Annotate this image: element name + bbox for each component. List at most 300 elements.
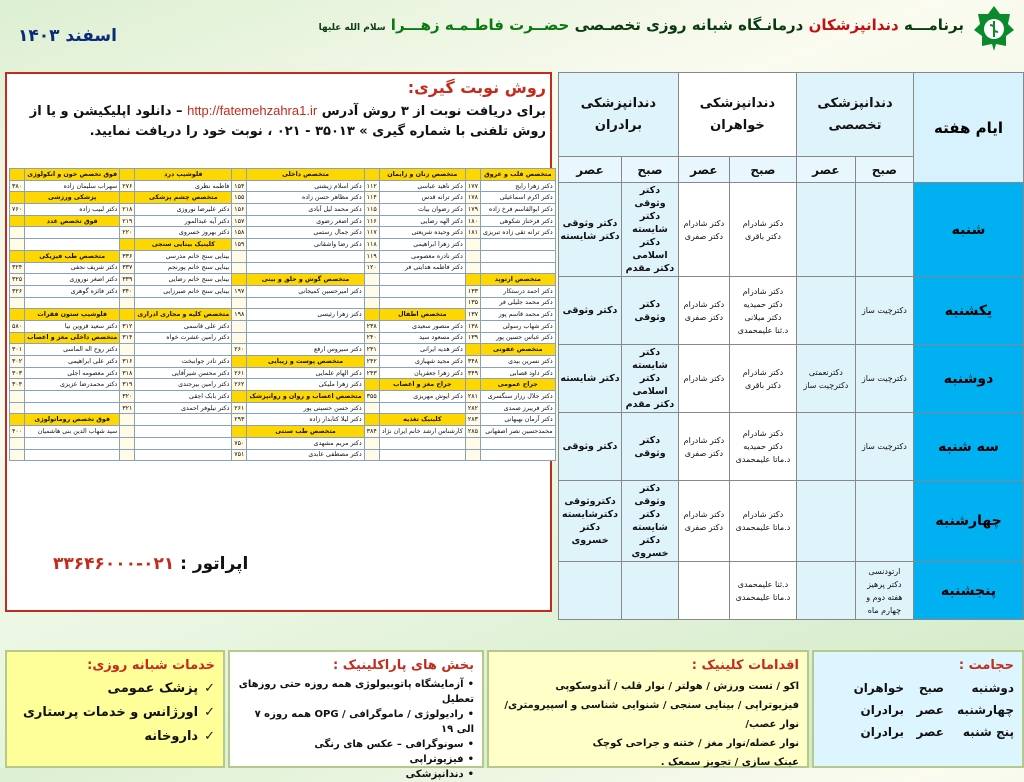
extension-number	[364, 402, 379, 414]
extension-number: ۲۳۸	[364, 320, 379, 332]
extension-number: ۱۵۹	[232, 239, 247, 251]
specialty-heading: فلوشیپ ستون فقرات	[25, 309, 120, 321]
doctor-name: دکتر علی ابراهیمی	[25, 356, 120, 368]
doctor-name	[480, 437, 555, 449]
extension-number	[232, 262, 247, 274]
extension-number: ۷۵۰	[232, 437, 247, 449]
extension-number: ۲۴۳	[364, 367, 379, 379]
directory-row	[10, 169, 556, 181]
schedule-cell: د.ثنا علیمحمدی د.ماتا علیمحمدی	[729, 562, 796, 620]
doctor-name: دکتر هدیه ایرانی	[379, 344, 465, 356]
extension-number: ۱۷۷	[465, 180, 480, 192]
doctor-name: دکتر اصغر رضوی	[247, 215, 364, 227]
day-0: شنبه	[914, 183, 1024, 277]
extension-number	[10, 215, 25, 227]
schedule-cell	[796, 413, 855, 481]
extension-number: ۲۴۱	[364, 344, 379, 356]
doctor-name: دکتر معصومه اجلی	[25, 367, 120, 379]
extension-number	[10, 239, 25, 251]
clinic-procedures	[487, 650, 809, 768]
directory-row	[10, 250, 556, 262]
extension-number	[120, 449, 135, 461]
extension-number	[465, 239, 480, 251]
extension-number: ۲۸۱	[465, 391, 480, 403]
extension-number: ۳۳۶	[120, 250, 135, 262]
directory-row	[10, 402, 556, 414]
extension-number: ۱۵۴	[232, 180, 247, 192]
doctor-name: دکتر احمد درستکار	[480, 285, 555, 297]
extension-number	[120, 169, 135, 181]
extension-number: ۱۵۸	[232, 227, 247, 239]
schedule-cell	[796, 183, 855, 277]
extension-number	[120, 192, 135, 204]
doctor-name: دکتر علیرضا نوروزی	[135, 204, 232, 216]
shift-evening: عصر	[559, 157, 622, 183]
schedule-cell: دکتر شادرام دکتر صفری	[678, 481, 729, 562]
schedule-cell	[855, 183, 913, 277]
doctor-name: دکتر جلال رزاز سنگسری	[480, 391, 555, 403]
doctor-name: دکتر فائزه گوهری	[25, 285, 120, 297]
extension-number: ۲۶۲	[232, 379, 247, 391]
shift-morning: صبح	[855, 157, 913, 183]
extension-number	[120, 426, 135, 438]
doctor-name: دکتر الهه رضایی	[379, 215, 465, 227]
extension-number: ۳۵۵	[364, 391, 379, 403]
doctor-name: دکتر عباس حسین پور	[480, 332, 555, 344]
doctor-name: دکتر زهرا رایج	[480, 180, 555, 192]
extension-number	[232, 297, 247, 309]
extension-number	[120, 309, 135, 321]
doctor-name	[135, 437, 232, 449]
doctor-name: فاطمه نظری	[135, 180, 232, 192]
service-item: ✓اورژانس و خدمات پرستاری	[23, 705, 215, 720]
specialty-heading: متخصص پوست و زیبایی	[247, 356, 364, 368]
extension-number	[120, 437, 135, 449]
doctor-name: دکتر زهرا جعفریان	[379, 367, 465, 379]
schedule-cell: دکتر وثوقی دکتر شایسته دکتر اسلامی دکتر مقدم	[622, 183, 679, 277]
extension-number	[10, 449, 25, 461]
directory-row	[10, 297, 556, 309]
schedule-cell: دکتر شادرام	[678, 345, 729, 413]
extension-number	[10, 332, 25, 344]
paraclinic-item: • دندانپزشکی	[238, 767, 474, 782]
directory-row	[10, 227, 556, 239]
clinic-logo-icon	[972, 4, 1016, 52]
doctor-name	[25, 449, 120, 461]
clinic-item: فیزیوتراپی / بینایی سنجی / شنوایی شناسی و اسپیرومتری/ نوار عصب/	[504, 700, 799, 730]
doctor-name: دکتر مریم مشهدی	[247, 437, 364, 449]
service-item: ✓داروخانه	[144, 729, 215, 744]
doctor-name: دکتر آرمان بهبهانی	[480, 414, 555, 426]
doctor-name	[25, 391, 120, 403]
extension-number	[232, 391, 247, 403]
doctor-name	[480, 239, 555, 251]
extension-number: ۱۳۳	[465, 285, 480, 297]
extension-number	[364, 169, 379, 181]
shift-morning: صبح	[622, 157, 679, 183]
schedule-cell: دکتر شادرام دکتر باقری	[729, 345, 796, 413]
doctor-name: دکتر مجید شهبازی	[379, 356, 465, 368]
extension-number	[232, 320, 247, 332]
extension-number: ۲۸۳	[465, 414, 480, 426]
specialty-heading: متخصص عفونی	[480, 344, 555, 356]
header	[0, 0, 1024, 62]
extension-number	[232, 250, 247, 262]
appointment-method	[11, 78, 546, 142]
doctor-name: دکتر مظاهر حسن زاده	[247, 192, 364, 204]
specialty-heading: فوق تخصص غدد	[25, 215, 120, 227]
extension-number	[10, 437, 25, 449]
extension-number: ۱۳۸	[465, 320, 480, 332]
extension-number: ۲۴۰	[364, 332, 379, 344]
doctor-name: دکتر اصغر نوروزی	[25, 274, 120, 286]
directory-row	[10, 192, 556, 204]
directory-row	[10, 262, 556, 274]
doctor-name: دکتر نادره معصومی	[379, 250, 465, 262]
directory-row	[10, 239, 556, 251]
extension-number: ۳۸۴	[364, 426, 379, 438]
extension-number: ۳۲۰	[120, 391, 135, 403]
extension-number	[465, 437, 480, 449]
doctor-name: دکتر اکرم اسماعیلی	[480, 192, 555, 204]
extension-number: ۱۲۰	[364, 262, 379, 274]
extension-number	[232, 332, 247, 344]
extension-number	[364, 437, 379, 449]
doctor-name: دکتر حسن حسینی پور	[247, 402, 364, 414]
doctor-name	[379, 449, 465, 461]
specialty-heading: فوق تخصص روماتولوژی	[25, 414, 120, 426]
doctor-name	[480, 449, 555, 461]
extension-number: ۳۳۷	[120, 262, 135, 274]
extension-number: ۵۸۰	[10, 320, 25, 332]
appointment-text-2: – دانلود اپلیکیشن و یا از	[29, 104, 183, 119]
doctor-name: سهراب سلیمان زاده	[25, 180, 120, 192]
doctor-name: دکتر محمدرضا عزیزی	[25, 379, 120, 391]
schedule-cell: دکتر شادرام د.ماتا علیمحمدی	[729, 481, 796, 562]
extension-number: ۲۸۵	[465, 426, 480, 438]
shift-evening: عصر	[796, 157, 855, 183]
specialty-heading: متخصص قلب و عروق	[480, 169, 555, 181]
extension-number: ۲۶۱	[232, 402, 247, 414]
extension-number	[120, 414, 135, 426]
directory-row	[10, 309, 556, 321]
extension-number	[465, 449, 480, 461]
paraclinic-services	[228, 650, 484, 780]
directory-row	[10, 344, 556, 356]
paraclinic-item: • رادیولوژی / ماموگرافی / OPG همه روزه ۷ الی ۱۹	[238, 707, 474, 737]
schedule-cell: دکتر وثوقی دکتر شایسته دکتر خسروی	[622, 481, 679, 562]
doctor-name	[247, 262, 364, 274]
doctor-name: دکتر شریف نجفی	[25, 262, 120, 274]
extension-number	[232, 356, 247, 368]
directory-row	[10, 204, 556, 216]
doctor-name: دکتر بابک اجقی	[135, 391, 232, 403]
doctor-name	[247, 250, 364, 262]
doctor-name: دکتر لبیب زاده	[25, 204, 120, 216]
doctor-name: دکتر سیروس ارفع	[247, 344, 364, 356]
specialty-heading: کلینیک تغذیه	[379, 414, 465, 426]
extension-number: ۱۱۶	[364, 215, 379, 227]
doctor-name: دکتر نادر جوانبخت	[135, 356, 232, 368]
doctor-name	[135, 297, 232, 309]
extension-number: ۳۰۳	[10, 367, 25, 379]
specialty-heading: متخصص داخلی	[247, 169, 364, 181]
doctor-name	[379, 437, 465, 449]
schedule-cell: دکتروثوقی دکترشایسته دکتر خسروی	[559, 481, 622, 562]
doctor-name: دکتر محمد قاسم پور	[480, 309, 555, 321]
extension-number: ۲۲۰	[120, 227, 135, 239]
doctor-name: دکتر شهاب رسولی	[480, 320, 555, 332]
extension-number: ۳۴۸	[465, 356, 480, 368]
page-title: برنامـــه دندانپزشکان درمانـگاه شبانه روزی تخصـصی حضــرت فاطـمـه زهـــرا سلام الله علیها	[318, 16, 964, 34]
specialty-heading: جراح عمومی	[480, 379, 555, 391]
doctor-name: دکتر ناهید عباسی	[379, 180, 465, 192]
directory-row	[10, 426, 556, 438]
extension-number: ۳۱۴	[120, 332, 135, 344]
doctor-name: دکتر ایوش مهریزی	[379, 391, 465, 403]
extension-number: ۱۱۲	[364, 180, 379, 192]
doctor-name: دکتر زهرا ملیکی	[247, 379, 364, 391]
doctor-name	[25, 239, 120, 251]
group-header: دندانپزشکی برادران	[559, 73, 679, 157]
cupping-heading: حجامت :	[958, 658, 1014, 673]
paraclinic-item: • فیزیوتراپی	[238, 752, 474, 767]
website-link[interactable]: http://fatemehzahra1.ir	[187, 103, 318, 118]
directory-row	[10, 449, 556, 461]
appointment-panel	[5, 72, 552, 612]
extension-number: ۳۲۴	[10, 262, 25, 274]
extension-number	[465, 379, 480, 391]
extension-number: ۱۷۹	[465, 204, 480, 216]
extension-number	[465, 250, 480, 262]
doctor-name: دکتر جمال رستمی	[247, 227, 364, 239]
doctor-name: بینایی سنج خانم پورنجم	[135, 262, 232, 274]
schedule-cell: دکتر وثوقی	[559, 413, 622, 481]
extension-number: ۳۲۶	[10, 285, 25, 297]
doctor-name: دکتر سعید قزوین نیا	[25, 320, 120, 332]
doctor-name	[135, 414, 232, 426]
doctor-name: دکتر رامین بیرجندی	[135, 379, 232, 391]
extension-number: ۱۱۹	[364, 250, 379, 262]
schedule-cell: دکتر وثوقی دکتر شایسته	[559, 183, 622, 277]
extension-number: ۲۹۳	[232, 414, 247, 426]
extension-number: ۲۶۱	[232, 367, 247, 379]
specialty-heading: فلوشیپ درد	[135, 169, 232, 181]
extension-number	[120, 344, 135, 356]
doctor-name: دکتر آیه عبدالمور	[135, 215, 232, 227]
group-header: دندانپزشکی تخصصی	[796, 73, 913, 157]
doctor-name: دکتر اسلام زیشتی	[247, 180, 364, 192]
days-header: ایام هفته	[914, 73, 1024, 183]
extension-number	[364, 297, 379, 309]
doctor-name	[379, 297, 465, 309]
extension-number: ۱۹۷	[232, 285, 247, 297]
clinic-item: عینک سازی / تجویز سمعک .	[660, 757, 799, 768]
day-4: چهارشنبه	[914, 481, 1024, 562]
extension-number	[465, 274, 480, 286]
schedule-cell: دکتر وثوقی	[622, 413, 679, 481]
schedule-cell	[855, 481, 913, 562]
extension-number: ۱۱۴	[364, 192, 379, 204]
extension-number: ۱۳۷	[465, 309, 480, 321]
directory-row	[10, 285, 556, 297]
schedule-cell: دکتر شادرام دکتر صفری	[678, 183, 729, 277]
specialty-heading: جراح مغز و اعصاب	[379, 379, 465, 391]
extension-number	[10, 391, 25, 403]
specialty-heading: متخصص ارتوپد	[480, 274, 555, 286]
specialty-heading: متخصص طب فیزیکی	[25, 250, 120, 262]
directory-row	[10, 414, 556, 426]
extension-number: ۱۳۹	[465, 332, 480, 344]
operator-phone: اپراتور : ۰۲۱-۳۳۶۴۶۰۰۰	[53, 554, 249, 574]
cupping-row: چهارشنبهعصربرادران	[860, 703, 1014, 717]
doctor-name	[379, 274, 465, 286]
extension-number: ۱۵۵	[232, 192, 247, 204]
doctor-name: دکتر فاطمه هدایتی فر	[379, 262, 465, 274]
extension-number: ۳۳۹	[120, 274, 135, 286]
extension-number: ۳۰۴	[10, 379, 25, 391]
clinic-item: اکو / تست ورزش / هولتر / نوار قلب / آندوسکوپی	[555, 681, 799, 692]
schedule-cell: دکترچیت ساز	[855, 277, 913, 345]
doctor-name: دکتر وحیده شریعتی	[379, 227, 465, 239]
extension-number	[364, 414, 379, 426]
specialty-heading: پزشکی ورزشی	[25, 192, 120, 204]
directory-row	[10, 180, 556, 192]
extension-number	[10, 402, 25, 414]
doctor-name	[480, 250, 555, 262]
doctor-name: دکتر ترانه قدس	[379, 192, 465, 204]
paraclinic-item: • سونوگرافی – عکس های رنگی	[238, 737, 474, 752]
doctor-name: دکتر ترانه تقی زاده تبریزی	[480, 227, 555, 239]
schedule-cell: دکترچیت ساز	[855, 345, 913, 413]
doctor-name: دکتر زهرا رئیسی	[247, 309, 364, 321]
extension-number	[10, 227, 25, 239]
para-heading: بخش های پاراکلینیک :	[332, 658, 474, 673]
doctor-name: دکتر نسرین بیدی	[480, 356, 555, 368]
doctor-name: دکتر داود قصابی	[480, 367, 555, 379]
extension-number: ۱۸۱	[465, 227, 480, 239]
schedule-cell: دکتر شادرام دکتر صفری	[678, 277, 729, 345]
directory-row	[10, 332, 556, 344]
clinic-heading: اقدامات کلینیک :	[691, 658, 799, 673]
directory-row	[10, 320, 556, 332]
directory-row	[10, 391, 556, 403]
doctor-name: دکتر محمد جلیلی فر	[480, 297, 555, 309]
extension-number: ۳۴۹	[465, 367, 480, 379]
extension-number	[465, 169, 480, 181]
extension-number: ۱۳۵	[465, 297, 480, 309]
extension-number	[364, 274, 379, 286]
doctor-name: کارشناس ارشد خانم ایران نژاد	[379, 426, 465, 438]
specialty-heading: کلینیک بینایی سنجی	[135, 239, 232, 251]
doctor-name: بینایی سنج خانم صبرزایی	[135, 285, 232, 297]
schedule-cell	[796, 277, 855, 345]
extension-number	[364, 379, 379, 391]
shift-morning: صبح	[729, 157, 796, 183]
shift-heading: خدمات شبانه روزی:	[87, 658, 215, 673]
schedule-cell: دکتر وثوقی	[622, 277, 679, 345]
doctor-name	[25, 402, 120, 414]
doctor-name: دکتر مسعود سید	[379, 332, 465, 344]
extension-number: ۳۲۵	[10, 274, 25, 286]
extension-number	[232, 274, 247, 286]
extension-number	[10, 250, 25, 262]
dental-schedule-table	[558, 72, 1024, 620]
schedule-cell	[622, 562, 679, 620]
extension-number	[10, 309, 25, 321]
service-item: ✓پزشک عمومی	[107, 681, 215, 696]
doctor-name: دکتر زهرا ابراهیمی	[379, 239, 465, 251]
schedule-cell: دکتر شادرام دکتر صفری	[678, 413, 729, 481]
clinic-item: نوار عضله/نوار مغز / ختنه و جراحی کوچک	[592, 738, 799, 749]
directory-row	[10, 215, 556, 227]
specialty-heading: متخصص کلیه و مجاری ادراری	[135, 309, 232, 321]
directory-row	[10, 367, 556, 379]
appointment-heading: روش نوبت گیری:	[407, 78, 546, 97]
doctor-name	[379, 285, 465, 297]
extension-number	[120, 239, 135, 251]
extension-number: ۳۰۲	[10, 356, 25, 368]
extension-number: ۳۱۶	[120, 356, 135, 368]
extension-number: ۱۱۸	[364, 239, 379, 251]
doctor-name: محمدحسین نصر اصفهانی	[480, 426, 555, 438]
doctor-directory-table	[9, 168, 556, 461]
schedule-cell	[678, 562, 729, 620]
doctor-name	[480, 262, 555, 274]
schedule-cell	[796, 562, 855, 620]
extension-number: ۳۰۱	[10, 344, 25, 356]
doctor-name: دکتر رضا واشقانی	[247, 239, 364, 251]
doctor-name	[379, 402, 465, 414]
cupping-schedule	[812, 650, 1024, 768]
doctor-name: دکتر نیلوفر احمدی	[135, 402, 232, 414]
extension-number: ۳۱۲	[120, 320, 135, 332]
doctor-name: دکتر رامین عشرت خواه	[135, 332, 232, 344]
extension-number	[10, 297, 25, 309]
doctor-name: دکتر مصطفی عابدی	[247, 449, 364, 461]
extension-number: ۷۵۱	[232, 449, 247, 461]
extension-number: ۳۴۰	[120, 285, 135, 297]
extension-number	[465, 262, 480, 274]
doctor-name: دکتر امیرحسین کمیجانی	[247, 285, 364, 297]
extension-number: ۲۷۶	[120, 180, 135, 192]
extension-number: ۲۸۲	[465, 402, 480, 414]
cupping-row: دوشنبهصبحخواهران	[853, 681, 1014, 695]
extension-number: ۳۱۸	[120, 367, 135, 379]
extension-number: ۲۱۸	[120, 204, 135, 216]
schedule-cell: دکتر شایسته دکتر اسلامی دکتر مقدم	[622, 345, 679, 413]
paraclinic-item: • آزمایشگاه پاتوبیولوژی همه روزه حتی روزهای تعطیل	[238, 677, 474, 707]
doctor-name	[247, 297, 364, 309]
extension-number: ۲۱۹	[120, 215, 135, 227]
doctor-name: بینایی سنج خانم رضایی	[135, 274, 232, 286]
extension-number	[120, 297, 135, 309]
schedule-cell: دکتر شادرام دکتر حمیدیه دکتر میلانی د.ثنا علیمحمدی	[729, 277, 796, 345]
day-2: دوشنبه	[914, 345, 1024, 413]
extension-number: ۳۱۹	[120, 379, 135, 391]
doctor-name	[247, 332, 364, 344]
doctor-name	[247, 320, 364, 332]
extension-number	[10, 169, 25, 181]
specialty-heading: متخصص اطفال	[379, 309, 465, 321]
schedule-cell: ارتودنسی دکتر پرهیز هفته دوم و چهارم ماه	[855, 562, 913, 620]
extension-number	[232, 169, 247, 181]
round-the-clock-services	[5, 650, 225, 768]
date-label: اسفند ۱۴۰۳	[18, 26, 117, 46]
specialty-heading: متخصص طب سنتی	[247, 426, 364, 438]
extension-number	[10, 192, 25, 204]
extension-number	[364, 449, 379, 461]
